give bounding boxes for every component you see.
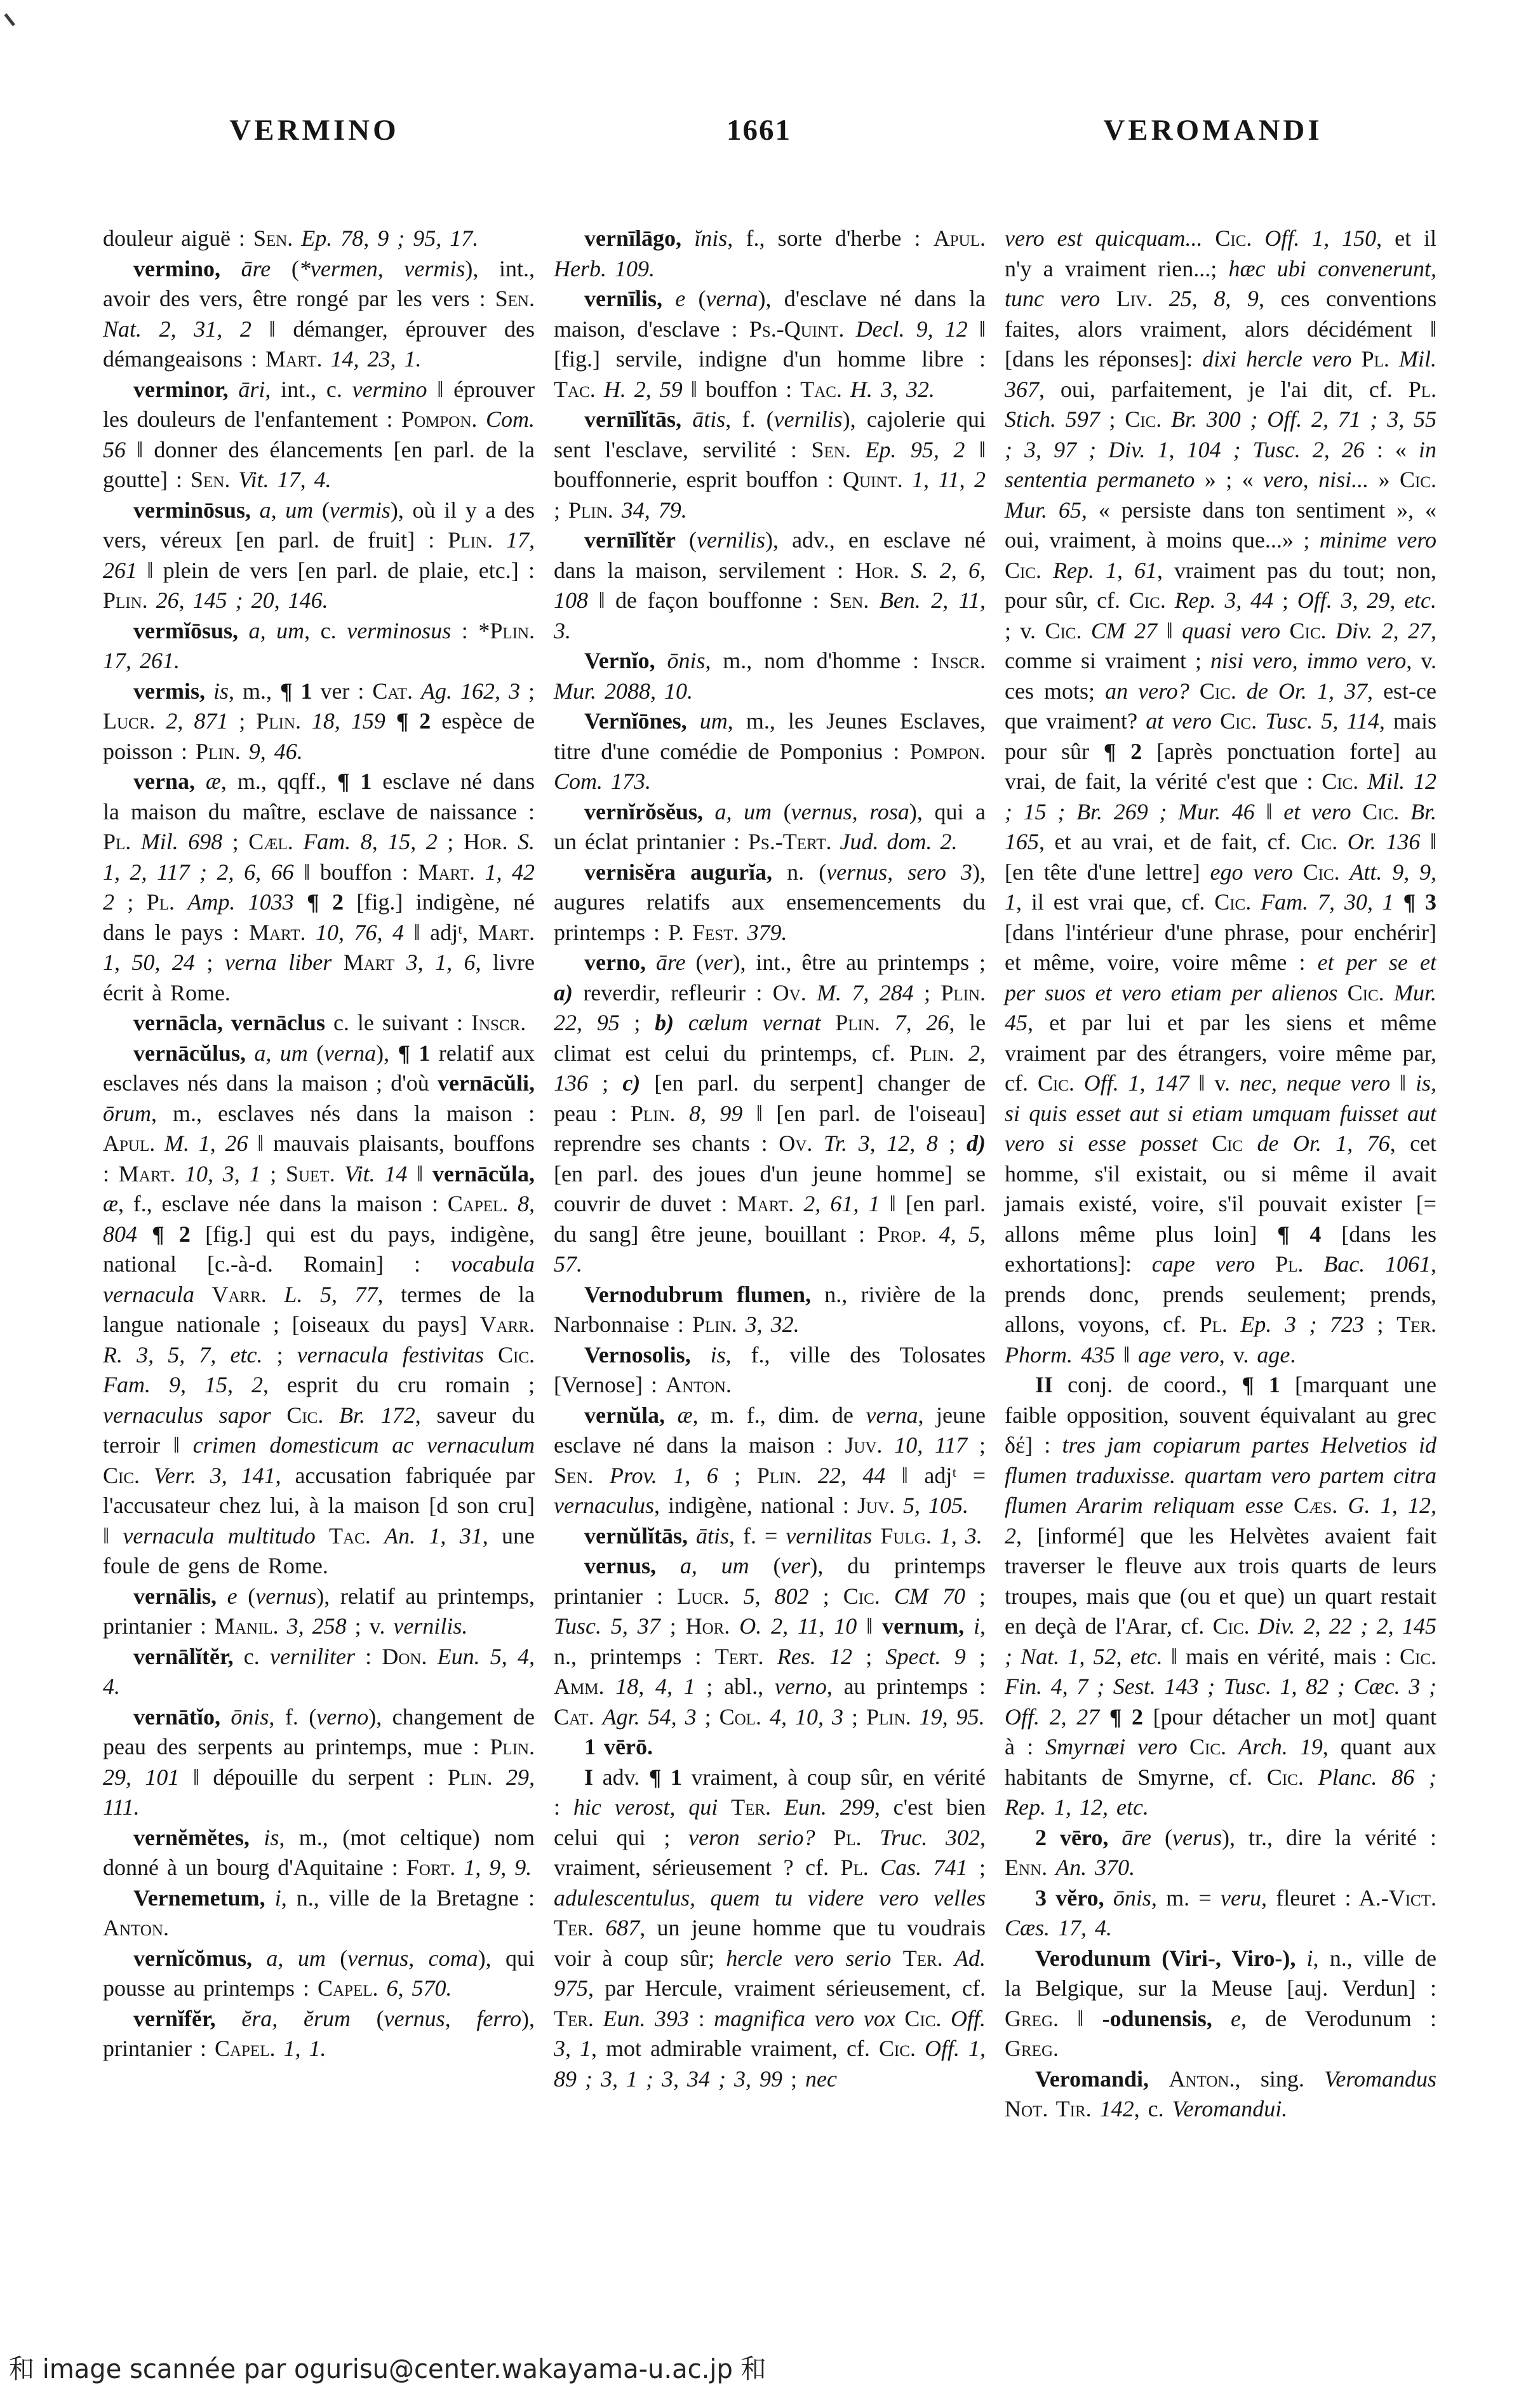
dictionary-entry: vero est quicquam... Cic. Off. 1, 150, et il n'y a vraiment rien...; hæc ubi convenerunt, tunc vero Liv. 25, 8, 9, ces conventions faites, alors vraiment, alors décidément ‖ [dans les réponses]: dixi hercle vero Pl. Mil. 367, oui, parfaitement, je l'ai dit, cf. Pl. Stich. 597 ; Cic. Br. 300 ; Off. 2, 71 ; 3, 55 ; 3, 97 ; Div. 1, 104 ; Tusc. 2, 26 : « in sententia permaneto » ; « vero, nisi... » Cic. Mur. 65, « persiste dans ton sentiment », « oui, vraiment, à moins que...» ; minime vero Cic. Rep. 1, 61, vraiment pas du tout; non, pour sûr, cf. Cic. Rep. 3, 44 ; Off. 3, 29, etc. ; v. Cic. CM 27 ‖ quasi vero Cic. Div. 2, 27, comme si vraiment ; nisi vero, immo vero, v. ces mots; an vero? Cic. de Or. 1, 37, est-ce que vraiment? at vero Cic. Tusc. 5, 114, mais pour sûr ¶ 2 [après ponctuation forte] au vrai, de fait, la vérité c'est que : Cic. Mil. 12 ; 15 ; Br. 269 ; Mur. 46 ‖ et vero Cic. Br. 165, et au vrai, et de fait, cf. Cic. Or. 136 ‖ [en tête d'une lettre] ego vero Cic. Att. 9, 9, 1, il est vrai que, cf. Cic. Fam. 7, 30, 1 ¶ 3 [dans l'intérieur d'une phrase, pour enchérir] et même, voire, voire même : et per se et per suos et vero etiam per alienos Cic. Mur. 45, et par lui et par les siens et même vraiment par des étrangers, voire même par, cf. Cic. Off. 1, 147 ‖ v. nec, neque vero ‖ is, si quis esset aut si etiam umquam fuisset aut vero si esse posset Cic de Or. 1, 76, cet homme, s'il existait, ou si même il avait jamais existé, voire, s'il pouvait exister [= allons même plus loin] ¶ 4 [dans les exhortations]: cape vero Pl. Bac. 1061, prends donc, prends seulement; prends, allons, voyons, cf. Pl. Ep. 3 ; 723 ; Ter. Phorm. 435 ‖ age vero, v. age.: [1005, 225, 1436, 1368]
dictionary-entry: vermino, āre (*vermen, vermis), int., avoir des vers, être rongé par les vers : Sen. Nat. 2, 31, 2 ‖ démanger, éprouver des démangeaisons : Mart. 14, 23, 1.: [103, 255, 535, 372]
running-head-left: VERMINO: [229, 114, 399, 147]
dictionary-entry: vernĭrŏsĕus, a, um (vernus, rosa), qui a un éclat printanier : Ps.-Tert. Jud. dom. 2.: [554, 798, 986, 854]
dictionary-entry: vernālis, e (vernus), relatif au printemps, printanier : Manil. 3, 258 ; v. vernilis.: [103, 1583, 535, 1639]
page-number: 1661: [726, 114, 791, 147]
dictionary-entry: vermĭōsus, a, um, c. verminosus : *Plin. 17, 261.: [103, 617, 535, 673]
dictionary-entry: douleur aiguë : Sen. Ep. 78, 9 ; 95, 17.: [103, 225, 479, 251]
dictionary-entry: vernŭla, æ, m. f., dim. de verna, jeune esclave né dans la maison : Juv. 10, 117 ; Sen. Prov. 1, 6 ; Plin. 22, 44 ‖ adjᵗ = vernaculus, indigène, national : Juv. 5, 105.: [554, 1402, 986, 1518]
column-1: [103, 224, 535, 2339]
column-2: [554, 224, 986, 2339]
column-3: [1005, 224, 1436, 2339]
dictionary-entry: Vernĭo, ōnis, m., nom d'homme : Inscr. Mur. 2088, 10.: [554, 648, 986, 704]
dictionary-entry: Verodunum (Viri-, Viro-), i, n., ville de la Belgique, sur la Meuse [auj. Verdun] : Greg. ‖ -odunensis, e, de Verodunum : Greg.: [1005, 1945, 1436, 2061]
dictionary-entry: verminor, āri, int., c. vermino ‖ éprouver les douleurs de l'enfantement : Pompon. Com. 56 ‖ donner des élancements [en parl. de la goutte] : Sen. Vit. 17, 4.: [103, 376, 535, 492]
dictionary-entry: vernĕmĕtes, is, m., (mot celtique) nom donné à un bourg d'Aquitaine : Fort. 1, 9, 9.: [103, 1824, 535, 1880]
dictionary-entry: I adv. ¶ 1 vraiment, à coup sûr, en vérité : hic verost, qui Ter. Eun. 299, c'est bien celui qui ; veron serio? Pl. Truc. 302, vraiment, sérieusement ? cf. Pl. Cas. 741 ; adulescentulus, quem tu videre vero velles Ter. 687, un jeune homme que tu voudrais voir à coup sûr; hercle vero serio Ter. Ad. 975, par Hercule, vraiment sérieusement, cf. Ter. Eun. 393 : magnifica vero vox Cic. Off. 3, 1, mot admirable vraiment, cf. Cic. Off. 1, 89 ; 3, 1 ; 3, 34 ; 3, 99 ; nec: [554, 1764, 986, 2092]
dictionary-entry: Vernodubrum flumen, n., rivière de la Narbonnaise : Plin. 3, 32.: [554, 1281, 986, 1337]
page-header: [102, 113, 1435, 147]
dictionary-entry: Veromandi, Anton., sing. Veromandus Not. Tir. 142, c. Veromandui.: [1005, 2066, 1436, 2121]
dictionary-entry: vernālĭtĕr, c. verniliter : Don. Eun. 5, 4, 4.: [103, 1643, 535, 1699]
dictionary-entry: verno, āre (ver), int., être au printemps ; a) reverdir, refleurir : Ov. M. 7, 284 ; Plin. 22, 95 ; b) cælum vernat Plin. 7, 26, le climat est celui du printemps, cf. Plin. 2, 136 ; c) [en parl. du serpent] changer de peau : Plin. 8, 99 ‖ [en parl. de l'oiseau] reprendre ses chants : Ov. Tr. 3, 12, 8 ; d) [en parl. des joues d'un jeune homme] se couvrir de duvet : Mart. 2, 61, 1 ‖ [en parl. du sang] être jeune, bouillant : Prop. 4, 5, 57.: [554, 950, 986, 1277]
dictionary-entry: vernŭlĭtās, ātis, f. = vernilitas Fulg. 1, 3.: [584, 1522, 982, 1549]
dictionary-entry: Vernosolis, is, f., ville des Tolosates [Vernose] : Anton.: [554, 1341, 986, 1397]
dictionary-entry: vernācla, vernāclus c. le suivant : Inscr.: [133, 1010, 526, 1035]
dictionary-entry: vernĭcŏmus, a, um (vernus, coma), qui pousse au printemps : Capel. 6, 570.: [103, 1945, 535, 2001]
dictionary-entry: 3 vĕro, ōnis, m. = veru, fleuret : A.-Vict. Cæs. 17, 4.: [1005, 1885, 1436, 1940]
dictionary-entry: vermis, is, m., ¶ 1 ver : Cat. Ag. 162, 3 ; Lucr. 2, 871 ; Plin. 18, 159 ¶ 2 espèce de poisson : Plin. 9, 46.: [103, 678, 535, 764]
scan-artifact-mark: [4, 11, 18, 27]
dictionary-entry: vernācŭlus, a, um (verna), ¶ 1 relatif aux esclaves nés dans la maison ; d'où vernācŭli, ōrum, m., esclaves nés dans la maison : Apul. M. 1, 26 ‖ mauvais plaisants, bouffons : Mart. 10, 3, 1 ; Suet. Vit. 14 ‖ vernācŭla, æ, f., esclave née dans la maison : Capel. 8, 804 ¶ 2 [fig.] qui est du pays, indigène, national [c.-à-d. Romain] : vocabula vernacula Varr. L. 5, 77, termes de la langue nationale ; [oiseaux du pays] Varr. R. 3, 5, 7, etc. ; vernacula festivitas Cic. Fam. 9, 15, 2, esprit du cru romain ; vernaculus sapor Cic. Br. 172, saveur du terroir ‖ crimen domesticum ac vernaculum Cic. Verr. 3, 141, accusation fabriquée par l'accusateur chez lui, à la maison [d son cru] ‖ vernacula multitudo Tac. An. 1, 31, une foule de gens de Rome.: [103, 1040, 535, 1578]
dictionary-entry: vernĭfĕr, ĕra, ĕrum (vernus, ferro), printanier : Capel. 1, 1.: [103, 2005, 535, 2061]
dictionary-entry: Vernĭōnes, um, m., les Jeunes Esclaves, titre d'une comédie de Pomponius : Pompon. Com. 173.: [554, 708, 986, 794]
dictionary-entry: 2 vēro, āre (verus), tr., dire la vérité : Enn. An. 370.: [1005, 1824, 1436, 1880]
dictionary-entry: vernus, a, um (ver), du printemps printanier : Lucr. 5, 802 ; Cic. CM 70 ; Tusc. 5, 37 ; Hor. O. 2, 11, 10 ‖ vernum, i, n., printemps : Tert. Res. 12 ; Spect. 9 ; Amm. 18, 4, 1 ; abl., verno, au printemps : Cat. Agr. 54, 3 ; Col. 4, 10, 3 ; Plin. 19, 95.: [554, 1553, 986, 1730]
scanner-credit-text: 和 image scannée par ogurisu@center.wakayama-u.ac.jp 和: [9, 2354, 767, 2385]
running-head-right: VEROMANDI: [1103, 114, 1323, 147]
dictionary-entry: vernīlis, e (verna), d'esclave né dans la maison, d'esclave : Ps.-Quint. Decl. 9, 12 ‖ [fig.] servile, indigne d'un homme libre : Tac. H. 2, 59 ‖ bouffon : Tac. H. 3, 32.: [554, 286, 986, 402]
dictionary-entry: verna, æ, m., qqff., ¶ 1 esclave né dans la maison du maître, esclave de naissance : Pl. Mil. 698 ; Cæl. Fam. 8, 15, 2 ; Hor. S. 1, 2, 117 ; 2, 6, 66 ‖ bouffon : Mart. 1, 42 2 ; Pl. Amp. 1033 ¶ 2 [fig.] indigène, né dans le pays : Mart. 10, 76, 4 ‖ adjᵗ, Mart. 1, 50, 24 ; verna liber Mart 3, 1, 6, livre écrit à Rome.: [103, 769, 535, 1005]
dictionary-entry: vernātĭo, ōnis, f. (verno), changement de peau des serpents au printemps, mue : Plin. 29, 101 ‖ dépouille du serpent : Plin. 29, 111.: [103, 1704, 535, 1820]
dictionary-entry: vernīlĭtĕr (vernilis), adv., en esclave né dans la maison, servilement : Hor. S. 2, 6, 108 ‖ de façon bouffonne : Sen. Ben. 2, 11, 3.: [554, 527, 986, 643]
dictionary-entry: vernīlĭtās, ātis, f. (vernilis), cajolerie qui sent l'esclave, servilité : Sen. Ep. 95, 2 ‖ bouffonnerie, esprit bouffon : Quint. 1, 11, 2 ; Plin. 34, 79.: [554, 407, 986, 523]
dictionary-entry: verminōsus, a, um (vermis), où il y a des vers, véreux [en parl. de fruit] : Plin. 17, 261 ‖ plein de vers [en parl. de plaie, etc.] : Plin. 26, 145 ; 20, 146.: [103, 497, 535, 613]
dictionary-entry: II conj. de coord., ¶ 1 [marquant une faible opposition, souvent équivalant au grec δέ] : tres jam copiarum partes Helvetios id flumen traduxisse. quartam vero partem citra flumen Ararim reliquam esse Cæs. G. 1, 12, 2, [informé] que les Helvètes avaient fait traverser le fleuve aux trois quarts de leurs troupes, mais que (ou et que) un quart restait en deçà de l'Arar, cf. Cic. Div. 2, 22 ; 2, 145 ; Nat. 1, 52, etc. ‖ mais en vérité, mais : Cic. Fin. 4, 7 ; Sest. 143 ; Tusc. 1, 82 ; Cæc. 3 ; Off. 2, 27 ¶ 2 [pour détacher un mot] quant à : Smyrnæi vero Cic. Arch. 19, quant aux habitants de Smyrne, cf. Cic. Planc. 86 ; Rep. 1, 12, etc.: [1005, 1372, 1436, 1820]
dictionary-entry: Vernemetum, i, n., ville de la Bretagne : Anton.: [103, 1885, 535, 1940]
dictionary-entry: 1 vērō.: [584, 1734, 653, 1759]
dictionary-entry: vernisĕra augurĭa, n. (vernus, sero 3), augures relatifs aux ensemencements du printemps : P. Fest. 379.: [554, 859, 986, 945]
text-columns: [103, 224, 1436, 2339]
dictionary-entry: vernīlāgo, ĭnis, f., sorte d'herbe : Apul. Herb. 109.: [554, 225, 986, 281]
